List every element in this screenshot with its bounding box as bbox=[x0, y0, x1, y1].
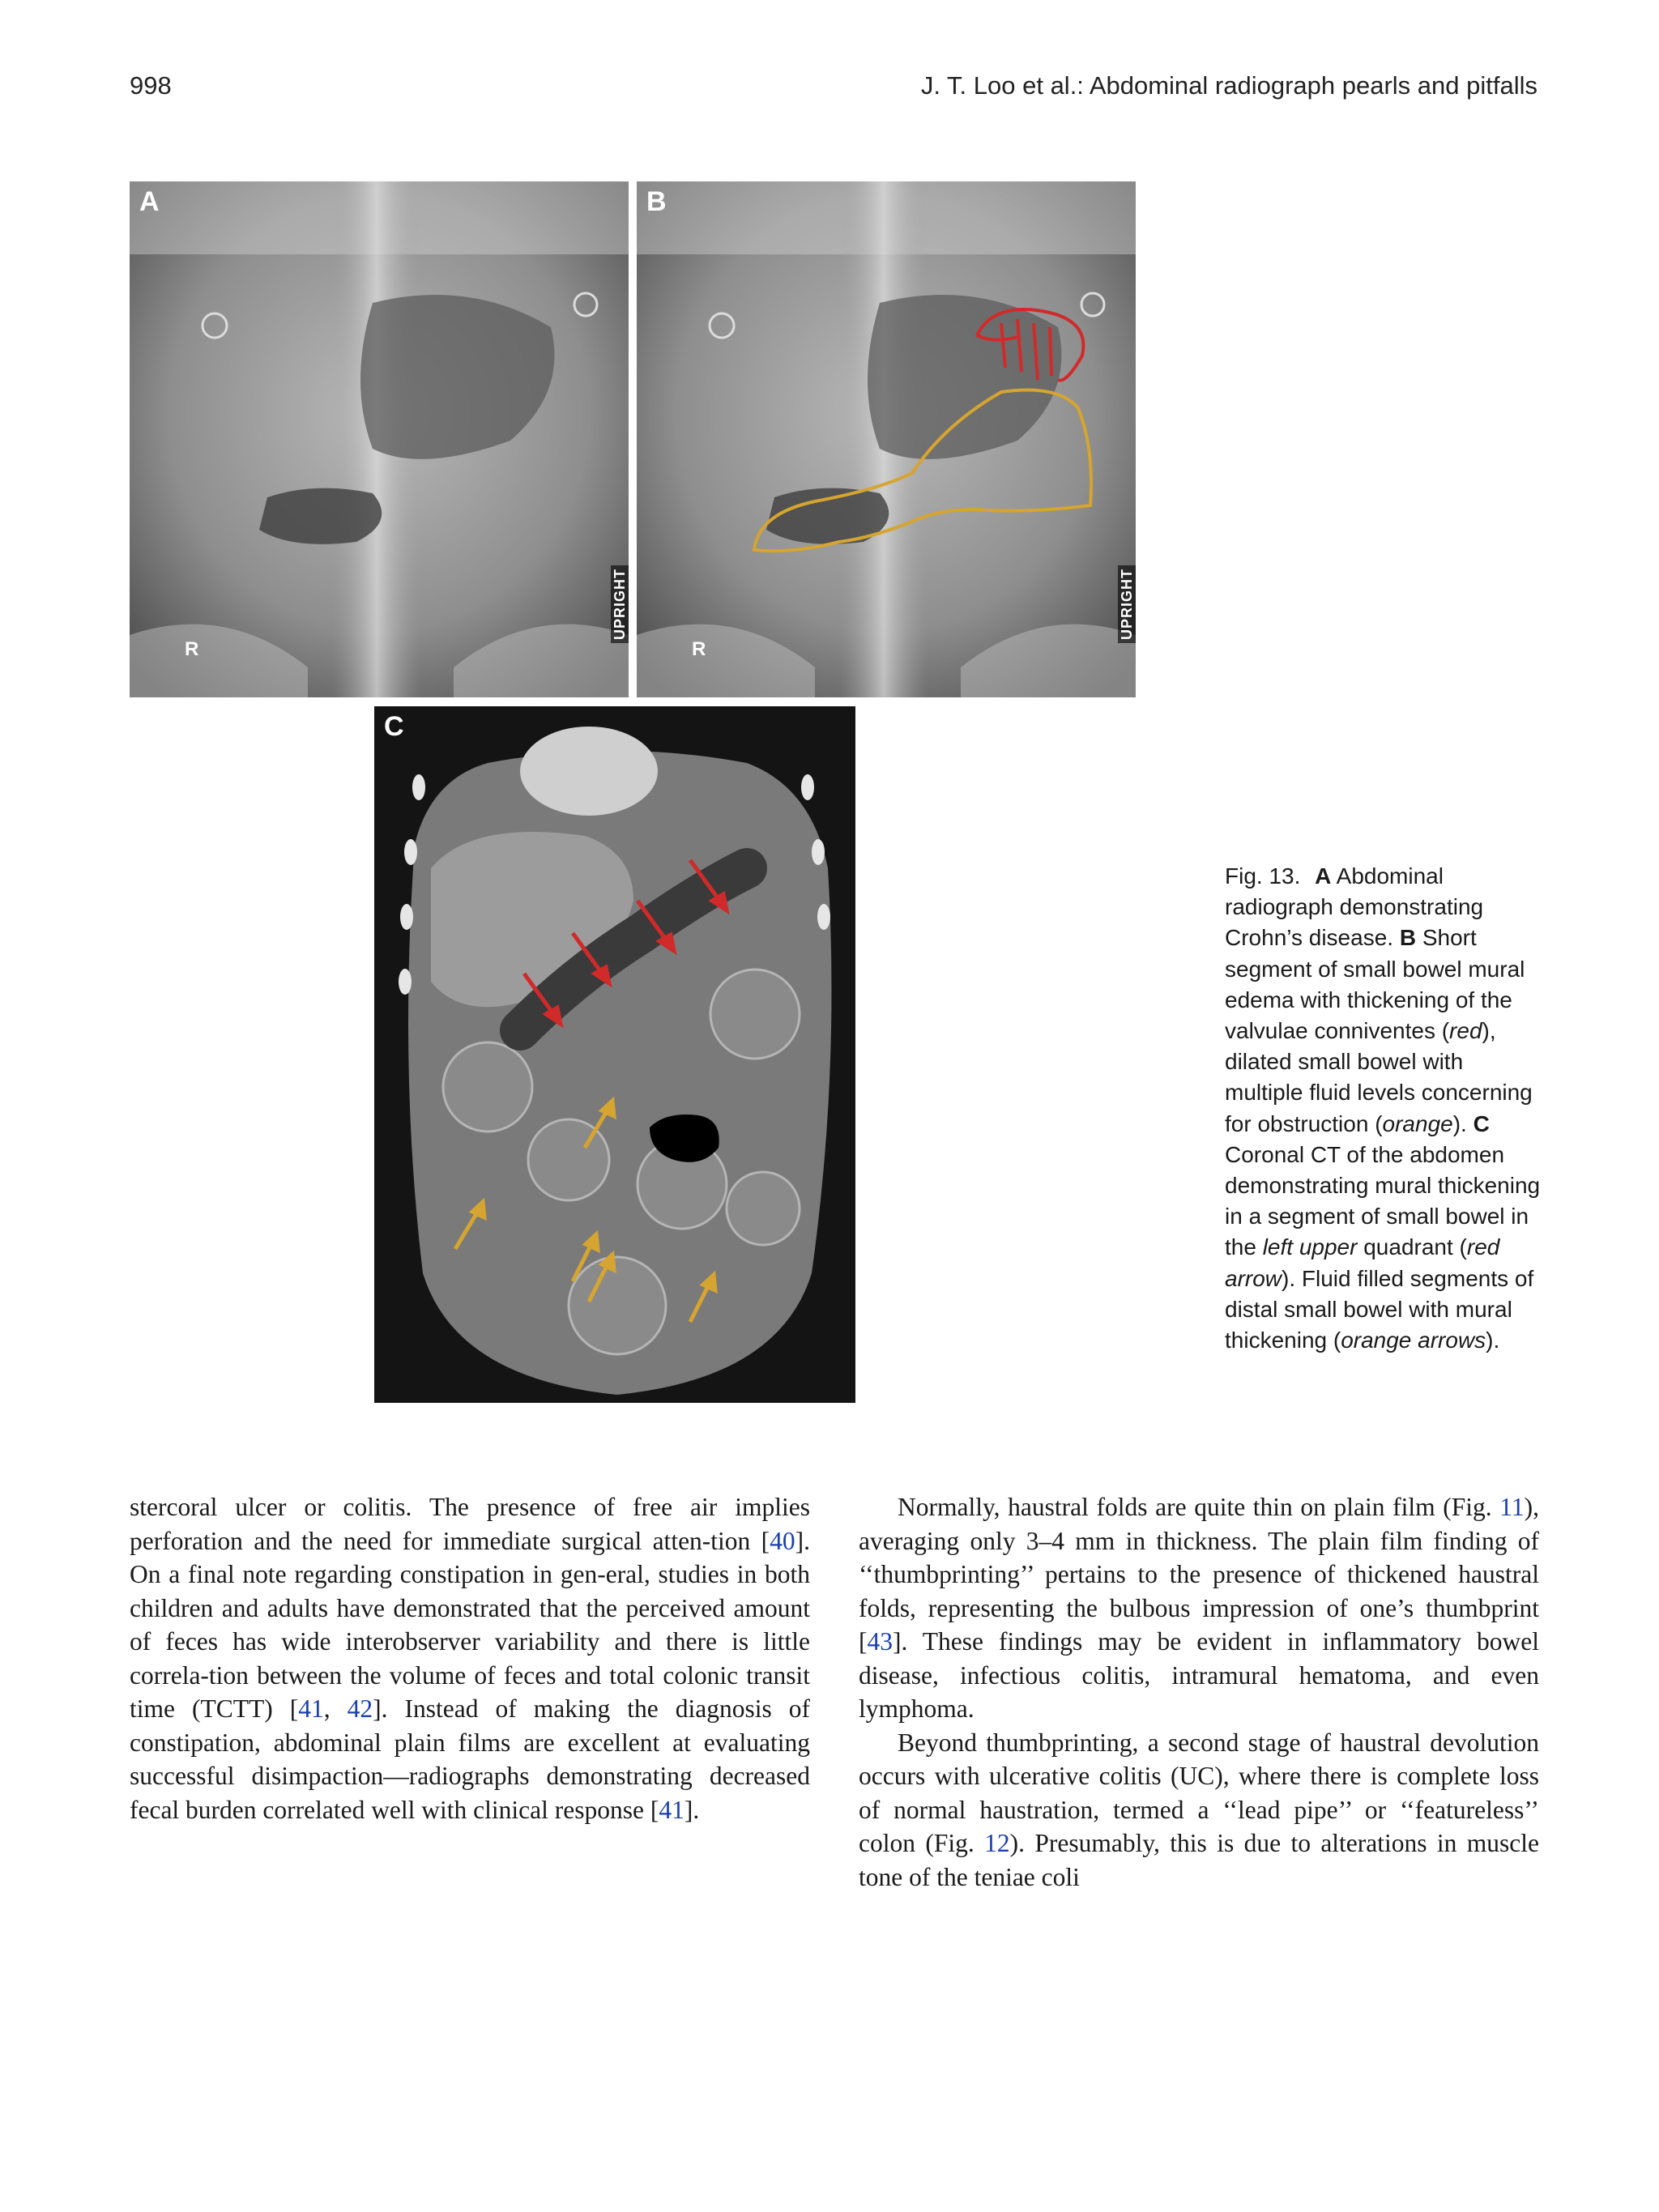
text-run: ]. On a final note regarding constipation in gen-eral, studies in both children and adults have demonstrated that the perceived amount of feces has wide interobserver variability and there is little correla-tion between the volume of feces and total colonic transit time (TCTT) [ bbox=[130, 1526, 810, 1723]
citation-link[interactable]: 43 bbox=[867, 1627, 893, 1656]
paragraph bbox=[130, 1490, 810, 1826]
caption-text: ). bbox=[1452, 1110, 1473, 1136]
radiograph-a-image bbox=[130, 181, 629, 697]
caption-text: ), dilated small bowel with multiple fluid levels concerning for obstruction ( bbox=[1225, 1018, 1533, 1136]
caption-text: ). bbox=[1486, 1328, 1500, 1353]
citation-link[interactable]: 42 bbox=[347, 1694, 373, 1723]
side-marker-r: R bbox=[692, 638, 706, 660]
panel-letter-b: B bbox=[646, 186, 667, 217]
figure-link[interactable]: 11 bbox=[1499, 1493, 1525, 1521]
text-run: ]. Instead of making the diagnosis of constipation, abdominal plain films are excellent at evaluating successful disimpaction—radiographs demonstrating decreased fecal burden correlated well with clinical response [ bbox=[130, 1694, 810, 1824]
figure-panel-b bbox=[637, 181, 1136, 697]
text-run: Normally, haustral folds are quite thin on plain film (Fig. bbox=[898, 1493, 1500, 1521]
text-run: ]. These findings may be evident in inflammatory bowel disease, infectious colitis, intramural hematoma, and even lymphoma. bbox=[859, 1627, 1539, 1723]
text-run: ). Presumably, this is due to alterations in muscle tone of the teniae coli bbox=[859, 1829, 1539, 1891]
figure-panel-c bbox=[374, 706, 855, 1403]
panel-letter-a: A bbox=[139, 186, 160, 217]
upright-marker: UPRIGHT bbox=[1118, 565, 1136, 643]
coronal-ct-image bbox=[374, 706, 855, 1403]
caption-letter-c: C bbox=[1473, 1110, 1490, 1136]
citation-link[interactable]: 40 bbox=[770, 1526, 795, 1555]
side-marker-r: R bbox=[185, 638, 199, 660]
figure-label: Fig. 13. bbox=[1225, 863, 1301, 889]
caption-text: quadrant ( bbox=[1357, 1234, 1467, 1260]
paragraph bbox=[859, 1726, 1539, 1894]
text-run: stercoral ulcer or colitis. The presence of free air implies perforation and the need for immediate surgical atten-tion [ bbox=[130, 1493, 810, 1555]
citation-link[interactable]: 41 bbox=[298, 1694, 324, 1723]
caption-text: Coronal CT of the abdomen demonstrating mural thickening in a segment of small bowel in the bbox=[1225, 1141, 1541, 1260]
citation-link[interactable]: 41 bbox=[659, 1795, 684, 1824]
caption-italic: orange arrows bbox=[1341, 1328, 1486, 1353]
page-number: 998 bbox=[130, 71, 172, 100]
upright-marker: UPRIGHT bbox=[611, 565, 629, 643]
figure-caption bbox=[1225, 861, 1541, 1356]
caption-italic: red arrow bbox=[1225, 1234, 1500, 1291]
caption-text: Short segment of small bowel mural edema with thickening of the valvulae conniventes ( bbox=[1225, 925, 1525, 1044]
radiograph-b-image bbox=[637, 181, 1136, 697]
paragraph bbox=[859, 1490, 1539, 1726]
body-column-left bbox=[130, 1490, 810, 1826]
caption-letter-b: B bbox=[1399, 925, 1417, 951]
caption-text: Abdominal radiograph demonstrating Crohn’s disease. bbox=[1225, 863, 1484, 951]
caption-italic: left upper bbox=[1262, 1234, 1358, 1260]
running-head bbox=[130, 71, 1537, 112]
running-title: J. T. Loo et al.: Abdominal radiograph pearls and pitfalls bbox=[920, 71, 1537, 100]
figure-panel-a bbox=[130, 181, 629, 697]
text-run: Beyond thumbprinting, a second stage of haustral devolution occurs with ulcerative colitis (UC), where there is complete loss of normal haustration, termed a ‘‘lead pipe’’ or ‘‘featureless’’ colon (Fig. bbox=[859, 1728, 1539, 1857]
body-column-right bbox=[859, 1490, 1539, 1894]
caption-text: ). Fluid filled segments of distal small bowel with mural thickening ( bbox=[1225, 1265, 1534, 1353]
figure-link[interactable]: 12 bbox=[984, 1829, 1010, 1857]
caption-letter-a: A bbox=[1315, 863, 1332, 889]
panel-letter-c: C bbox=[384, 711, 404, 742]
text-run: ), averaging only 3–4 mm in thickness. The plain film finding of ‘‘thumbprinting’’ pertains to the presence of thickened haustral folds, representing the bulbous impression of one’s thumbprint [ bbox=[859, 1493, 1539, 1656]
caption-italic: orange bbox=[1382, 1110, 1453, 1136]
text-run: ]. bbox=[684, 1795, 700, 1824]
caption-italic: red bbox=[1449, 1018, 1482, 1044]
text-run: , bbox=[323, 1694, 348, 1723]
